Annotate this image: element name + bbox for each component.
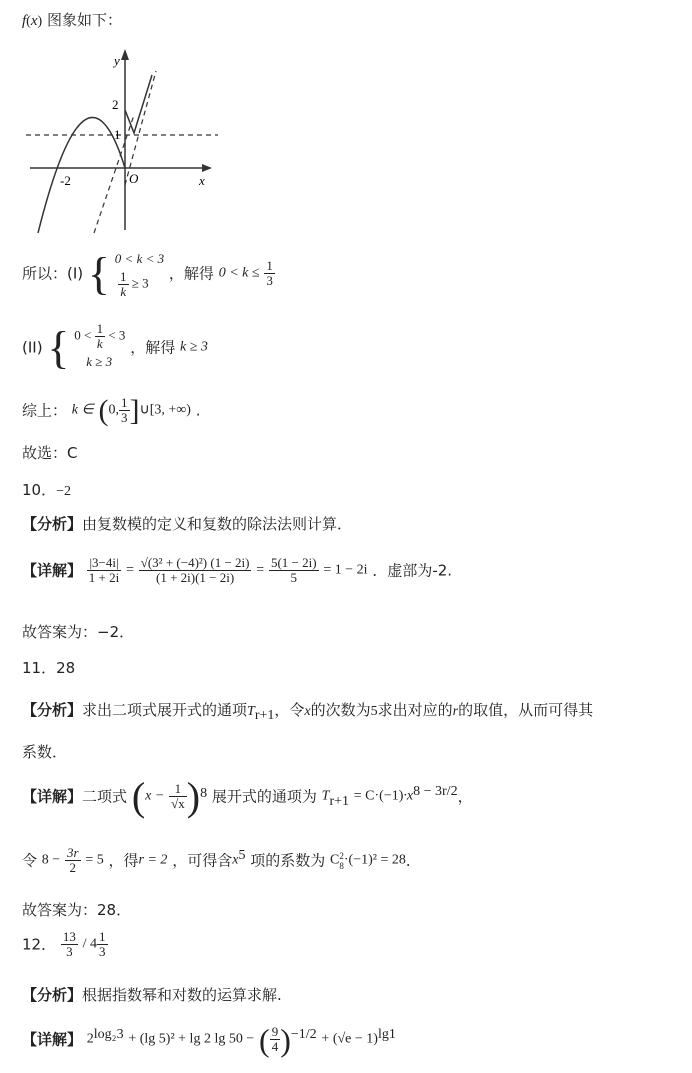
q11-line2-C: C [330,852,340,868]
q10-number: 10． [22,481,57,499]
q10-tail: = 1 − 2i [323,562,368,578]
summary-end: . [195,401,201,420]
q12-f2-num: 1 [99,929,106,944]
q11-general-rhs3: ·x [403,788,414,804]
q12-expr-den: 4 [271,1039,279,1054]
q10-detail [22,556,452,606]
q12-header [22,930,108,974]
q11-line2-den: 2 [69,860,77,875]
q12-paren-open: ( [259,1021,270,1058]
q12-expr-b: + (lg 5)² + lg 2 lg 50 − [128,1031,255,1047]
fx-symbol: f [22,13,27,29]
q12-detail [22,1021,396,1069]
q11-line2-eq-post: = 5 [85,852,104,868]
tick-label-2: 2 [112,97,119,112]
q11-analysis-e: 的取值，从而可得其 [458,701,594,719]
part-two-cond1 [74,322,125,351]
part-one-cond2-rel: ≥ 3 [131,275,149,291]
part-one-result: 0 < k ≤ [218,265,260,281]
q10-analysis-tag: 【分析】 [22,515,83,533]
q12-detail-tag: 【详解】 [22,1030,83,1049]
part-one-system [115,248,164,299]
part-two-prefix: (II) [22,338,43,357]
part-one [22,248,275,304]
q11-line2-rest: ·(−1)² = 28 [343,852,406,868]
brace-left: { [87,247,111,299]
paren-close: ) [37,14,43,29]
q12-analysis-tag: 【分析】 [22,986,83,1004]
q10-f1-den: 1 + 2i [88,570,120,585]
origin-label: O [129,171,139,186]
q11-line2-x5: x [232,852,239,868]
paren-open: ( [26,14,31,29]
q11-five: 5 [370,704,378,719]
q11-binom-num: 1 [169,782,187,797]
q11-binom-x: x − [145,788,165,804]
q11-analysis [22,700,593,726]
q10-imag: ．虚部为-2. [372,561,453,580]
q11-line2-a: 令 [22,851,38,870]
part-two-cond1-post: < 3 [108,327,126,343]
q11-detail-a: 二项式 [82,787,128,806]
q12-paren-close: ) [280,1021,291,1058]
q12-slash: / 4 [82,936,98,952]
q11-analysis-b: ，令 [274,701,305,719]
q11-binom-open: ( [131,773,146,819]
q10-value: −2 [56,484,71,499]
q12-analysis [22,985,282,1005]
part-two-frac-num: 1 [96,321,104,336]
x-axis-label: x [199,173,205,188]
q11-T-sub: r+1 [254,708,275,723]
summary-union: ∪[3, +∞) [139,402,191,418]
q11-comma: ， [457,787,473,806]
answer-9: 故选：C [22,444,78,462]
q10-f1-num: |3−4i| [87,556,121,571]
q11-analysis-d: 求出对应的 [377,701,453,719]
q10-final: 故答案为：−2． [22,623,135,641]
q11-line2-Csub: 8 [339,860,344,871]
q11-general-rhs: = C [353,788,375,804]
q11-binom-close: ) [186,773,201,819]
part-one-frac-num: 1 [120,269,127,284]
summary-open-paren: ( [98,393,109,427]
q12-f2-den: 3 [99,944,106,959]
v-shape-curve [125,75,152,133]
part-one-solve: ，解得 [168,264,214,283]
part-one-result-num: 1 [266,258,273,273]
q11-line2-d: 项的系数为 [250,851,326,870]
tick-label-1: 1 [114,127,121,142]
q11-general-exp: 8 − 3r/2 [413,784,458,799]
q10-f2-den: (1 + 2i)(1 − 2i) [156,570,235,585]
q11-analysis-tag: 【分析】 [22,701,83,719]
part-two-system [74,322,125,373]
q11-r: r [452,704,459,719]
part-two-frac-den: k [96,336,103,351]
q11-line2 [22,846,421,886]
graph-intro [22,10,122,32]
q11-T: T [247,704,255,719]
q12-expr-a: 2 [86,1031,94,1047]
q11-detail [22,773,473,832]
q11-line2-c: ，可得含 [172,851,233,870]
graph-intro-text: 图象如下： [46,11,122,29]
q11-analysis-line2: 系数． [22,743,68,761]
q11-detail-b: 展开式的通项为 [211,787,317,806]
q11-analysis-a: 求出二项式展开式的通项 [82,701,248,719]
part-two-cond1-pre: 0 < [74,327,92,343]
q10-eq1: = [126,562,134,578]
q12-expr-exp: −1/2 [290,1027,317,1042]
q11-analysis-c: 的次数为 [310,701,371,719]
q12-number: 12． [22,935,57,954]
q12-expr-num: 9 [271,1024,279,1039]
summary-zero: 0, [108,402,119,418]
q12-expr-c-exp: lg1 [377,1027,396,1042]
q10-detail-tag: 【详解】 [22,561,83,580]
y-axis-label: y [114,53,120,68]
q10-f3-num: 5(1 − 2i) [270,555,317,570]
q10-eq2: = [256,562,265,578]
q11-line2-b: ，得 [108,851,139,870]
q11-general-T: T [321,788,330,804]
q10-analysis-text: 由复数模的定义和复数的除法法则计算． [82,515,353,533]
q12-expr-a-exp: log₂3 [93,1027,124,1042]
q11-line2-num: 3r [66,845,79,860]
q10-f2-num: √(3² + (−4)²) (1 − 2i) [140,555,250,570]
q11-line2-eq-pre: 8 − [41,852,61,868]
summary-k-in: k ∈ [71,402,94,418]
brace-left-2: { [47,321,70,373]
q11-line2-x5exp: 5 [238,848,246,863]
part-one-cond1: 0 < k < 3 [114,251,165,266]
q12-expr-c: + (√e − 1) [321,1031,378,1047]
q11-line2-end: ． [405,851,421,870]
x-axis-arrow [202,164,212,172]
q11-line2-r: r = 2 [138,852,168,868]
q11-general-sub: r+1 [329,794,349,809]
part-two [22,322,208,378]
q12-f1-den: 3 [66,944,73,959]
part-two-result: k ≥ 3 [179,339,208,355]
q11-line2-Csup: 2 [339,850,344,861]
q11-general-rhs2: ·(−1) [374,788,404,804]
q11-x: x [304,704,311,719]
x-symbol: x [30,13,38,29]
q10-f3-den: 5 [290,570,297,585]
q11-binom-den: √x [171,796,185,811]
q11-number: 11．28 [22,659,76,677]
part-two-solve: ，解得 [130,338,176,357]
summary-close-bracket: ] [129,393,140,427]
q12-f1-num: 13 [62,929,76,944]
part-one-prefix: 所以：(I) [22,264,84,283]
summary-den: 3 [121,410,128,425]
tick-label-neg2: -2 [60,173,71,188]
part-two-cond2: k ≥ 3 [86,354,113,369]
part-one-cond2 [115,270,164,299]
q11-detail-tag: 【详解】 [22,787,83,806]
part-one-result-den: 3 [266,273,273,288]
y-axis-arrow [121,49,129,60]
summary-num: 1 [121,395,128,410]
q12-analysis-text: 根据指数幂和对数的运算求解. [82,986,282,1004]
q11-power: 8 [200,786,208,801]
function-graph [22,45,222,235]
q10-analysis [22,514,352,534]
part-one-frac-den: k [120,284,127,299]
q10-header [22,480,71,502]
summary-prefix: 综上： [22,401,68,420]
summary-line [22,393,201,436]
q11-final: 故答案为：28． [22,901,132,919]
